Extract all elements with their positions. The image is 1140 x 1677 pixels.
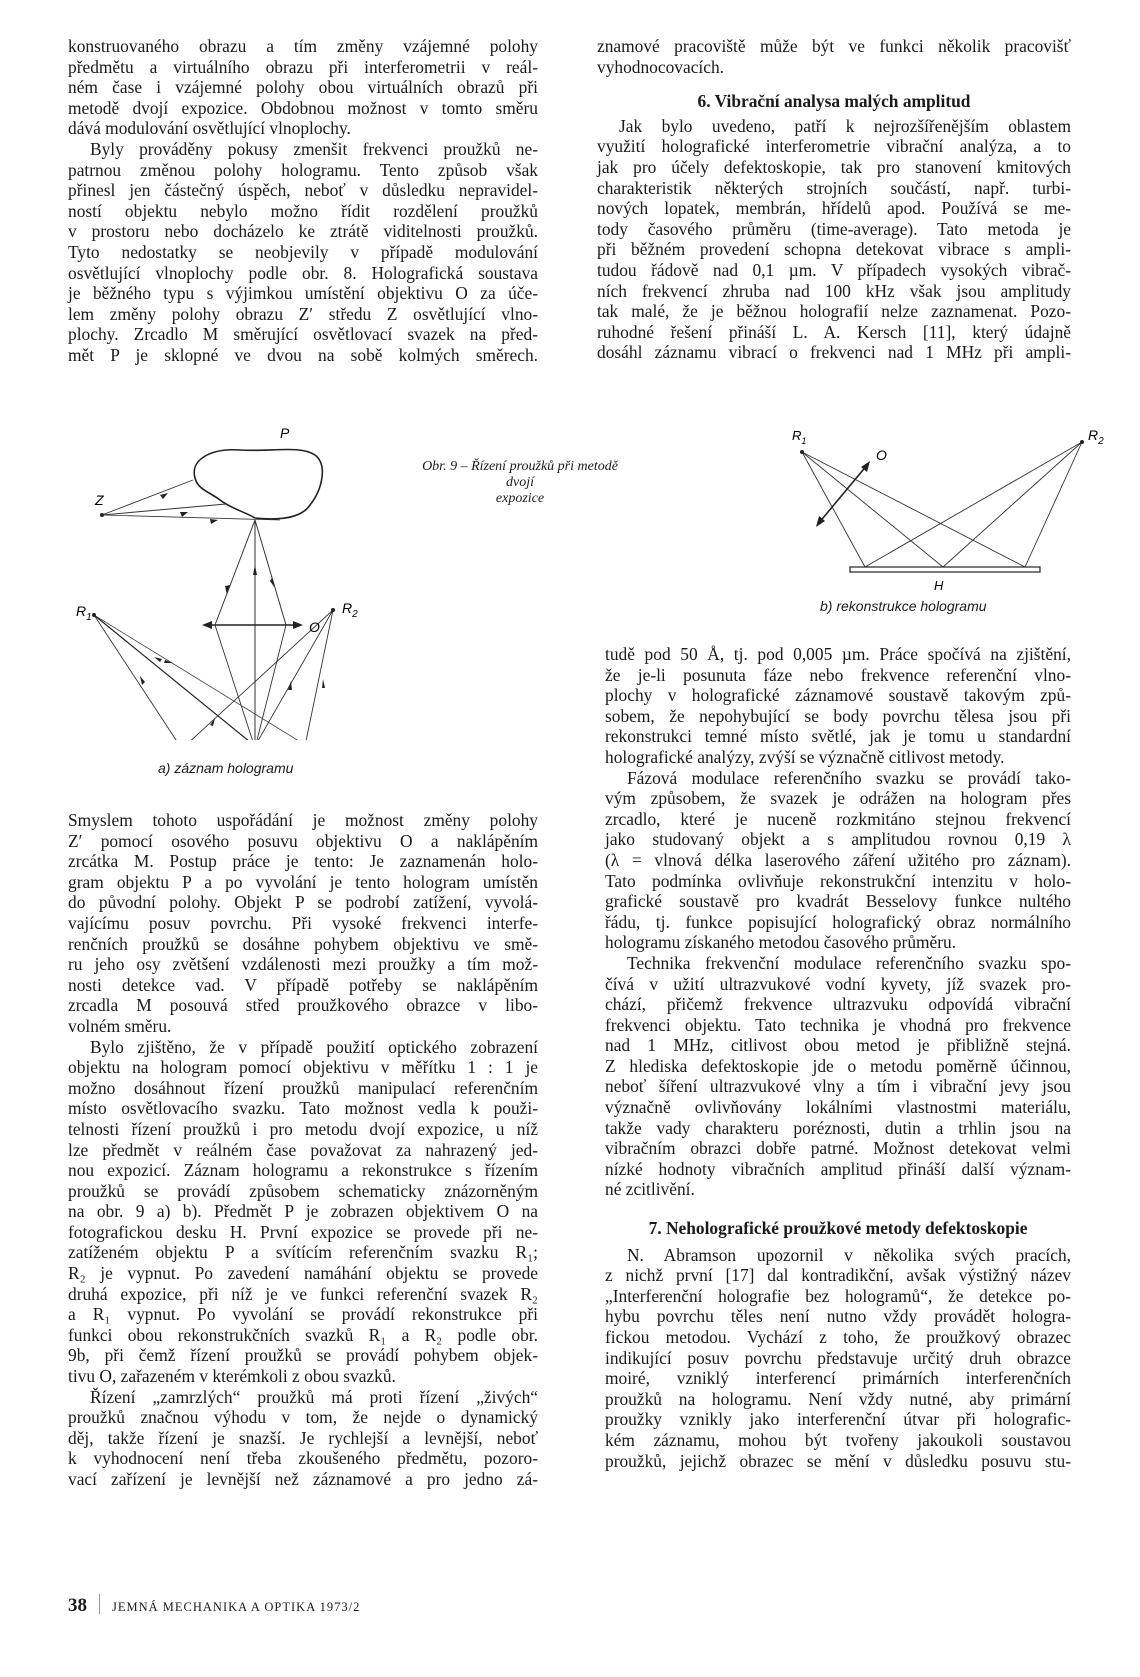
text-line: takže vady charakteru poréznosti, dutin a trhlin jsou na (605, 1117, 1071, 1138)
text-line: ném čase i vzájemné polohy obou virtuálních obrazů při (68, 77, 538, 98)
text-line: telnosti řízení proužků i pro metodu dvojí expozice, u níž (68, 1118, 538, 1139)
text-line: indikující posuv povrchu představuje určitý druh obrazce (605, 1347, 1071, 1368)
text-line: proužků se provádí způsobem schematicky znázorněným (68, 1180, 538, 1201)
text-line: místo osvětlovacího svazku. Tato možnost vedla k použi- (68, 1098, 538, 1119)
text-line: nízké hodnoty vibračních amplitud přináší další význam- (605, 1158, 1071, 1179)
text-line: kém záznamu, mohou být tvořeny jakoukoli soustavou (605, 1429, 1071, 1450)
text-line: grafické soustavě pro kvadrát Besselovy funkce nultého (605, 891, 1071, 912)
text-line: proužků značnou výhodu v tom, že nejde o dynamický (68, 1407, 538, 1428)
label-P: P (280, 425, 290, 441)
text-line: druhá expozice, při níž je ve funkci referenční svazek R₂ (68, 1283, 538, 1304)
text-line: vyhodnocovacích. (597, 56, 725, 77)
text-line: fickou metodou. Vychází z toho, že proužkový obrazec (605, 1327, 1071, 1347)
figure-caption-line1: Obr. 9 – Řízení proužků při metodě dvojí (422, 459, 618, 490)
text-line: Technika frekvenční modulace referenčního svazku spo- (627, 952, 1071, 973)
text-line: nových lopatek, membrán, hřídelů apod. Používá se me- (597, 198, 1071, 219)
text-line: na obr. 9 a) b). Předmět P je zobrazen objektivem O na (68, 1201, 538, 1222)
text-line: čívá v užití ultrazvukové vodní kyvety, jíž svazek pro- (605, 973, 1071, 994)
text-line: proužky vznikly jako interferenční útvar při holografic- (605, 1409, 1071, 1430)
text-line: Tyto nedostatky se neobjevily v případě modulování (68, 241, 538, 262)
text-line: frekvenci objektu. Tato technika je vhodná pro frekvence (605, 1014, 1071, 1035)
text-line: znamové pracoviště může být ve funkci několik pracovišť (597, 36, 1071, 56)
journal-name: JEMNÁ MECHANIKA A OPTIKA 1973/2 (112, 1600, 361, 1614)
text-line: do původní polohy. Objekt P se podrobí zatížení, vyvolá- (68, 892, 538, 913)
label-R1: $R_1$ (76, 603, 92, 623)
text-line: tak malé, že je běžnou holografií nelze zaznamenat. Pozo- (597, 301, 1071, 322)
text-line: vým způsobem, že svazek je odrážen na hologram přes (605, 788, 1071, 809)
text-line: chází, přičemž frekvence ultrazvuku odpovídá vibrační (605, 994, 1071, 1015)
footer-divider (99, 1594, 100, 1614)
text-line: vací zařízení je levnější než záznamové a pro jedno zá- (68, 1469, 538, 1489)
text-line: tudou řádově nad 0,1 µm. V případech vysokých vibrač- (597, 259, 1071, 280)
text-line: funkci obou rekonstrukčních svazků R₁ a R₂ podle obr. (68, 1324, 538, 1345)
text-line: moiré, vzniklý interferencí primárních interferenčních (605, 1368, 1071, 1389)
right-column-top (597, 36, 1071, 363)
text-line: vajícímu posuv povrchu. Při vysoké frekvenci interfe- (68, 912, 538, 933)
text-line: charakteristik některých strojních součástí, např. turbi- (597, 177, 1071, 198)
label-R2: $R_2$ (1088, 427, 1104, 447)
text-line: děj, takže řízení je snazší. Je rychlejší a levnější, neboť (68, 1427, 538, 1448)
label-Z: Z (95, 492, 104, 508)
text-line: využití holografické interferometrie vibrační analýza, a to (597, 136, 1071, 157)
text-line: metodě dvojí expozice. Obdobnou možnost v tomto směru (68, 97, 538, 118)
text-line: „Interferenční holografie bez hologramů“, že detekce po- (605, 1285, 1071, 1306)
text-line: 9b, při čemž řízení proužků se provádí pohybem objek- (68, 1345, 538, 1366)
text-line: mět P je sklopné ve dvou na sobě kolmých směrech. (68, 344, 538, 365)
text-line: R₂ je vypnut. Po zavedení namáhání objektu se provede (68, 1263, 538, 1284)
text-line: k vyhodnocení není třeba zkoušeného předmětu, pozoro- (68, 1448, 538, 1469)
label-R1: $R_1$ (792, 428, 807, 446)
text-line: nad 1 MHz, citlivost obou metod je přibližně stejná. (605, 1035, 1071, 1056)
text-line: sobem, že nepohybující se body povrchu tělesa jsou při (605, 705, 1071, 726)
text-line: lze předmět v reálném čase považovat za nahrazený jed- (68, 1139, 538, 1160)
text-line: ních frekvencí zhruba nad 100 kHz však jsou amplitudy (597, 280, 1071, 301)
text-line: možno dosáhnout řízení proužků manipulací referenčním (68, 1077, 538, 1098)
text-line: Tato podmínka ovlivňuje rekonstrukční intenzitu v holo- (605, 870, 1071, 891)
text-line: hologramu získaného metodou časového průměru. (605, 932, 957, 953)
text-line: dává modulování osvětlující vlnoplochy. (68, 118, 351, 139)
text-line: lem změny polohy obrazu Z′ středu Z osvětlující vlno- (68, 303, 538, 324)
text-line: že je-li posunuta fáze nebo frekvence referenční vlno- (605, 664, 1071, 685)
text-line: Z hlediska defektoskopie jde o metodu poměrně účinnou, (605, 1055, 1071, 1076)
text-line: zrcátka M. Postup práce je tento: Je zaznamenán holo- (68, 851, 538, 872)
text-line: přinesl jen částečný úspěch, neboť v důsledku nepravidel- (68, 180, 538, 201)
figure-caption (415, 459, 625, 507)
page-footer (68, 1594, 360, 1617)
text-line: fotografickou desku H. První expozice se provede při ne- (68, 1221, 538, 1242)
right-column-bottom (605, 644, 1071, 1471)
text-line: jako studovaný objekt a s amplitudou rovnou 0,19 λ (605, 829, 1071, 850)
figure-9b-caption: b) rekonstrukce hologramu (820, 598, 987, 614)
text-line: né zcitlivění. (605, 1179, 695, 1200)
text-line: (λ = vlnová délka laserového záření užitého pro záznam). (605, 849, 1071, 870)
text-line: Smyslem tohoto uspořádání je možnost změny polohy (68, 810, 538, 830)
left-column-top (68, 36, 538, 366)
text-line: je běžného typu s výjimkou umístění objektivu O za úče- (68, 283, 538, 304)
text-line: nou expozicí. Záznam hologramu a rekonstrukce s řízením (68, 1160, 538, 1181)
section-heading-6: 6. Vibrační analysa malých amplitud (697, 91, 971, 112)
label-H: H (934, 578, 944, 593)
figure-9b-diagram (780, 420, 1110, 595)
text-line: zatíženém objektu P a svítícím referenčním svazku R₁; (68, 1242, 538, 1263)
page-number: 38 (68, 1595, 87, 1616)
text-line: holografické analýzy, zvýší se význačně citlivost metody. (605, 746, 1005, 767)
text-line: proužků, jejichž obrazec se mění v důsledku posuvu stu- (605, 1450, 1071, 1471)
label-O: O (309, 619, 320, 635)
text-line: ru jeho osy zvětšení vzdálenosti mezi proužky a tím mož- (68, 954, 538, 975)
text-line: plochy v holografické záznamové soustavě takovým způ- (605, 685, 1071, 706)
text-line: Fázová modulace referenčního svazku se provádí tako- (627, 767, 1071, 788)
text-line: Řízení „zamrzlých“ proužků má proti řízení „živých“ (90, 1386, 538, 1407)
text-line: konstruovaného obrazu a tím změny vzájemné polohy (68, 36, 538, 56)
text-line: gram objektu P a po vyvolání je tento hologram umístěn (68, 871, 538, 892)
text-line: dosáhl záznamu vibrací o frekvenci nad 1 MHz při ampli- (597, 342, 1071, 363)
text-line: objektu na hologram pomocí objektivu v měřítku 1 : 1 je (68, 1057, 538, 1078)
text-line: jak pro účely defektoskopie, tak pro stanovení kmitových (597, 156, 1071, 177)
text-line: ností objektu nebylo možno řídit rozdělení proužků (68, 200, 538, 221)
text-line: plochy. Zrcadlo M směrující osvětlovací svazek na před- (68, 324, 538, 345)
figure-9a-caption: a) záznam hologramu (158, 760, 294, 776)
text-line: předmětu a virtuálního obrazu při interferometrii v reál- (68, 56, 538, 77)
text-line: rekonstrukci temné místo světlé, jak je tomu u standardní (605, 726, 1071, 747)
text-line: při běžném provedení schopna detekovat vibrace s ampli- (597, 239, 1071, 260)
text-line: neboť šíření ultrazvukové vlny a tím i vibrační jevy jsou (605, 1076, 1071, 1097)
text-line: Z′ pomocí osového posuvu objektivu O a naklápěním (68, 830, 538, 851)
text-line: renčních proužků se dosáhne pohybem objektivu ve smě- (68, 933, 538, 954)
text-line: Jak bylo uvedeno, patří k nejrozšířenějším oblastem (619, 115, 1071, 136)
text-line: vibračním obrazci dobře patrné. Možnost detekovat velmi (605, 1138, 1071, 1159)
text-line: a R₁ vypnut. Po vyvolání se provádí rekonstrukce při (68, 1304, 538, 1325)
text-line: Byly prováděny pokusy zmenšit frekvenci proužků ne- (90, 138, 538, 159)
text-line: tody časového průměru (time-average). Tato metoda je (597, 218, 1071, 239)
text-line: řádu, tj. funkce popisující holografický obraz normálního (605, 911, 1071, 932)
label-O: O (876, 447, 887, 463)
text-line: v prostoru nebo docházelo ke ztrátě viditelnosti proužků. (68, 221, 538, 242)
text-line: z nichž první [17] dal kontradikční, avšak výstižný název (605, 1265, 1071, 1286)
text-line: ruhodné řešení přináší L. A. Kersch [11], který údajně (597, 321, 1071, 342)
text-line: zrcadlo, které je nuceně rozkmitáno stejnou frekvencí (605, 808, 1071, 829)
text-line: hybu povrchu těles není nutno vždy provádět hologra- (605, 1306, 1071, 1327)
text-line: tudě pod 50 Å, tj. pod 0,005 µm. Práce spočívá na zjištění, (605, 644, 1071, 664)
text-line: osvětlující vlnoplochy podle obr. 8. Holografická soustava (68, 262, 538, 283)
text-line: Bylo zjištěno, že v případě použití optického zobrazení (90, 1036, 538, 1057)
section-heading-7: 7. Neholografické proužkové metody defektoskopie (648, 1218, 1028, 1239)
figure-caption-line2: expozice (495, 491, 545, 506)
text-line: význačně ovlivňovány lokálními vlastnostmi materiálu, (605, 1097, 1071, 1118)
text-line: patrnou změnou polohy hologramu. Tento způsob však (68, 159, 538, 180)
text-line: tivu O, zařazeném v kterémkoli z obou svazků. (68, 1366, 396, 1387)
left-column-bottom (68, 810, 538, 1490)
figure-9a-diagram (60, 420, 360, 740)
text-line: volném směru. (68, 1015, 172, 1036)
text-line: N. Abramson upozornil v několika svých pracích, (627, 1244, 1071, 1265)
text-line: nosti detekce vad. V případě potřeby se naklápěním (68, 974, 538, 995)
text-line: proužků na hologramu. Není vždy nutné, aby primární (605, 1388, 1071, 1409)
text-line: zrcadla M posouvá střed proužkového obrazce v libo- (68, 995, 538, 1016)
label-R2: $R_2$ (342, 600, 358, 620)
